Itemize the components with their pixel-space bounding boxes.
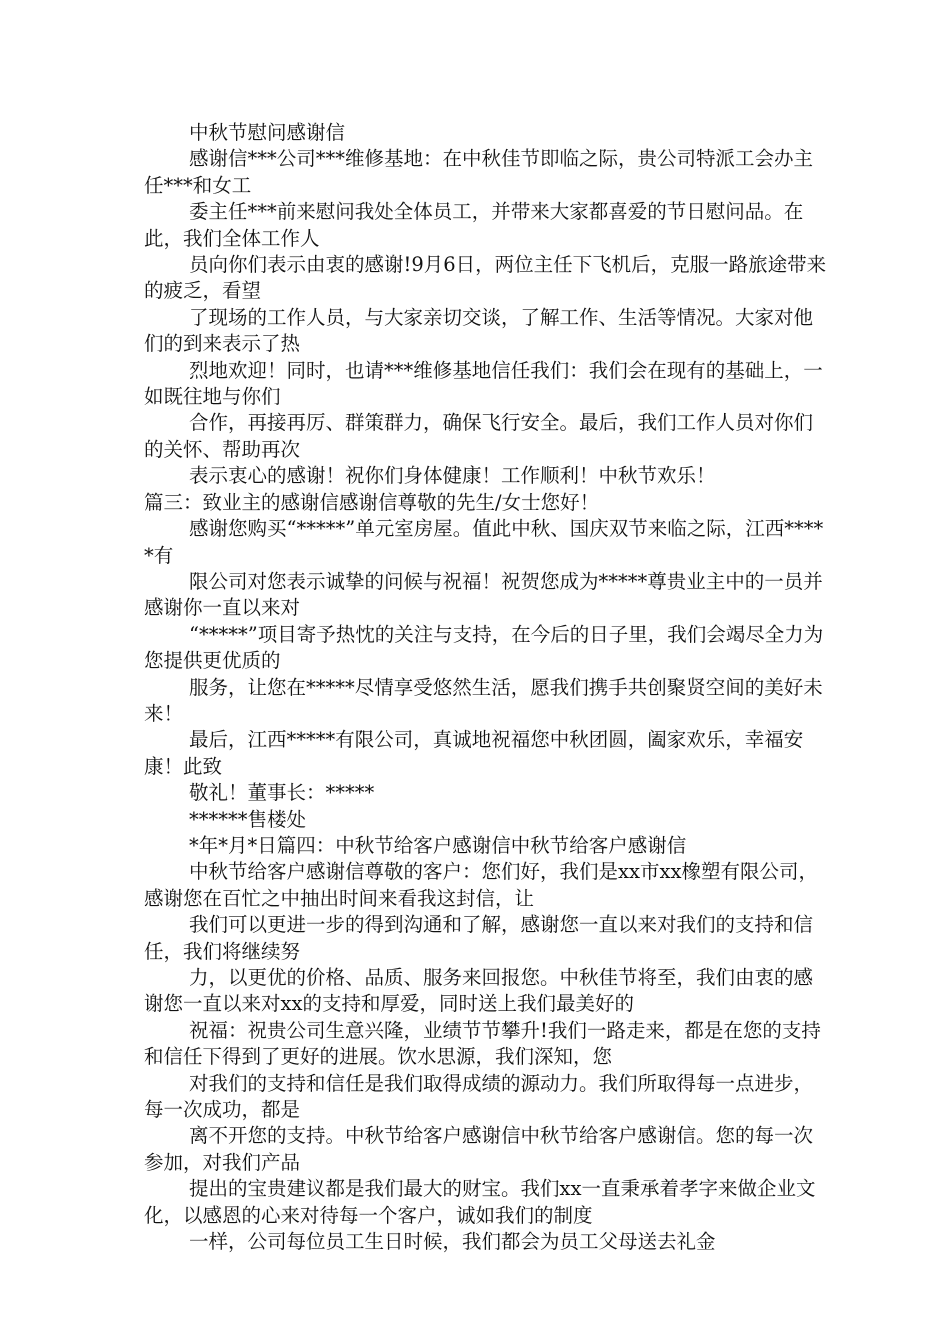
document-paragraph: 烈地欢迎！同时，也请***维修基地信任我们：我们会在现有的基础上，一如既往地与你们	[144, 358, 823, 409]
document-paragraph: 离不开您的支持。中秋节给客户感谢信中秋节给客户感谢信。您的每一次参加，对我们产品	[144, 1124, 814, 1174]
document-paragraph: 中秋节慰问感谢信	[189, 121, 346, 144]
document-paragraph: 感谢您购买“*****”单元室房屋。值此中秋、国庆双节来临之际，江西*****有	[144, 517, 824, 567]
document-paragraph: 最后，江西*****有限公司，真诚地祝福您中秋团圆，阖家欢乐，幸福安康！此致	[144, 728, 804, 778]
document-paragraph: 祝福：祝贵公司生意兴隆，业绩节节攀升!我们一路走来，都是在您的支持和信任下得到了更好的进展。饮水思源，我们深知，您	[144, 1018, 821, 1069]
document-paragraph: ******售楼处	[189, 807, 307, 831]
document-paragraph: 合作，再接再厉、群策群力，确保飞行安全。最后，我们工作人员对你们的关怀、帮助再次	[144, 411, 814, 461]
document-paragraph: 一样，公司每位员工生日时候，我们都会为员工父母送去礼金	[189, 1230, 716, 1254]
document-paragraph: 服务，让您在*****尽情享受悠然生活，愿我们携手共创聚贤空间的美好未来！	[144, 675, 823, 725]
document-paragraph: 我们可以更进一步的得到沟通和了解，感谢您一直以来对我们的支持和信任，我们将继续努	[144, 913, 814, 963]
document-paragraph: 委主任***前来慰问我处全体员工，并带来大家都喜爱的节日慰问品。在此，我们全体工作人	[144, 200, 804, 250]
document-paragraph: 限公司对您表示诚挚的问候与祝福！祝贺您成为*****尊贵业主中的一员并感谢你一直以来对	[144, 569, 823, 620]
document-paragraph: 员向你们表示由衷的感谢!9月6日，两位主任下飞机后，克服一路旅途带来的疲乏，看望	[144, 253, 827, 303]
document-page	[144, 120, 830, 1255]
document-paragraph: “*****”项目寄予热忱的关注与支持，在今后的日子里，我们会竭尽全力为您提供更优质的	[144, 622, 824, 673]
document-paragraph: 篇三：致业主的感谢信感谢信尊敬的先生/女士您好！	[144, 490, 600, 514]
document-paragraph: 力，以更优的价格、品质、服务来回报您。中秋佳节将至，我们由衷的感谢您一直以来对xx的支持和厚爱，同时送上我们最美好的	[144, 966, 814, 1016]
document-paragraph: 表示衷心的感谢！祝你们身体健康！工作顺利！中秋节欢乐！	[189, 464, 716, 488]
document-paragraph: 了现场的工作人员，与大家亲切交谈，了解工作、生活等情况。大家对他们的到来表示了热	[144, 305, 814, 356]
document-paragraph: 对我们的支持和信任是我们取得成绩的源动力。我们所取得每一点进步，每一次成功，都是	[144, 1071, 814, 1122]
document-paragraph: *年*月*日篇四：中秋节给客户感谢信中秋节给客户感谢信	[189, 833, 687, 857]
document-paragraph: 提出的宝贵建议都是我们最大的财宝。我们xx一直秉承着孝字来做企业文化，以感恩的心来对待每一个客户，诚如我们的制度	[144, 1177, 816, 1227]
document-paragraph: 敬礼！董事长：*****	[189, 781, 375, 805]
document-paragraph: 感谢信***公司***维修基地：在中秋佳节即临之际，贵公司特派工会办主任***和女工	[144, 147, 814, 197]
document-paragraph: 中秋节给客户感谢信尊敬的客户：您们好，我们是xx市xx橡塑有限公司，感谢您在百忙之中抽出时间来看我这封信，让	[144, 860, 818, 910]
